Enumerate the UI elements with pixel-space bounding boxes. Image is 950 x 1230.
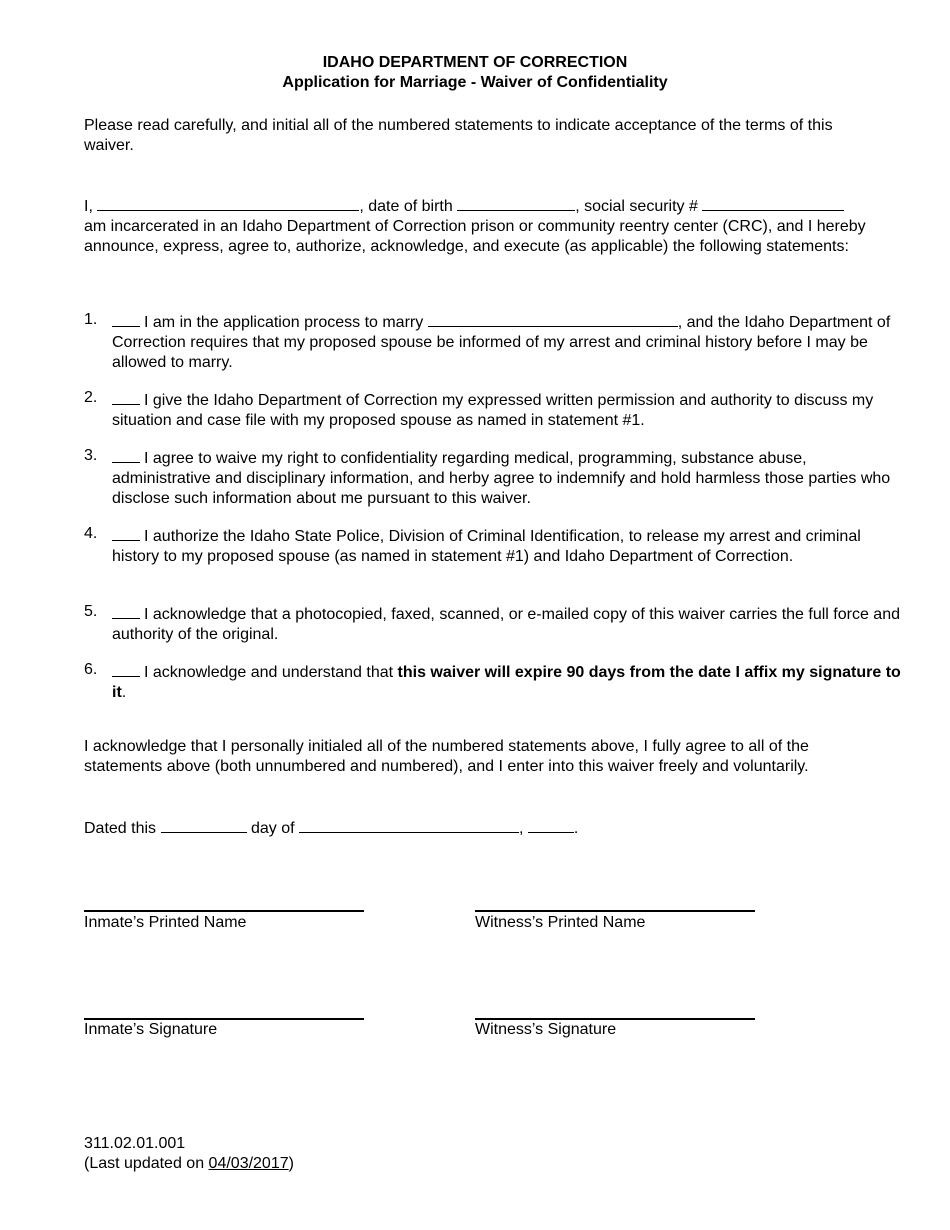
statement-number: 1. xyxy=(84,311,98,328)
form-title: Application for Marriage - Waiver of Confidentiality xyxy=(282,74,668,91)
declaration-i: I, xyxy=(84,198,93,215)
statement-3-text: I agree to waive my right to confidentiality regarding medical, programming, substance abuse, administrative and disciplinary information, and herby agree to indemnify and hold harmless those parties who disclose such information about me pursuant to this waiver. xyxy=(112,450,891,507)
day-field[interactable] xyxy=(161,816,247,833)
intro-instructions: Please read carefully, and initial all of the numbered statements to indicate acceptance of the terms of this waiver. xyxy=(84,117,833,154)
statement-number: 5. xyxy=(84,603,98,620)
statement-number: 6. xyxy=(84,661,98,678)
initial-field-2[interactable] xyxy=(112,388,140,405)
declaration-line-1 xyxy=(84,194,874,217)
ssn-label: , social security # xyxy=(575,198,698,215)
initial-field-5[interactable] xyxy=(112,602,140,619)
inmate-name-field[interactable] xyxy=(97,194,359,211)
initial-field-3[interactable] xyxy=(112,446,140,463)
declaration-body: am incarcerated in an Idaho Department of Correction prison or community reentry center (CRC), and I hereby announce, express, agree to, authorize, acknowledge, and execute (as applicable) the following statements: xyxy=(84,218,866,255)
proposed-spouse-field[interactable] xyxy=(428,310,678,327)
dated-prefix: Dated this xyxy=(84,820,157,837)
inmate-printed-name-label: Inmate’s Printed Name xyxy=(84,914,247,931)
year-field[interactable] xyxy=(528,816,574,833)
updated-suffix: ) xyxy=(288,1155,294,1172)
updated-date: 04/03/2017 xyxy=(208,1155,289,1172)
inmate-signature-label: Inmate’s Signature xyxy=(84,1021,218,1038)
statement-6-text: I acknowledge and understand that xyxy=(144,664,394,681)
statement-number: 3. xyxy=(84,447,98,464)
statement-2 xyxy=(84,388,902,431)
statement-1-text: I am in the application process to marry xyxy=(144,314,424,331)
acknowledgement-paragraph: I acknowledge that I personally initialed all of the numbered statements above, I fully agree to all of the statements above (both unnumbered and numbered), and I enter into this waiver freely and voluntarily. xyxy=(84,738,809,775)
date-of-birth-field[interactable] xyxy=(457,194,575,211)
initial-field-4[interactable] xyxy=(112,524,140,541)
statement-4 xyxy=(84,524,902,567)
statement-3 xyxy=(84,446,902,509)
social-security-field[interactable] xyxy=(702,194,844,211)
statement-1 xyxy=(84,310,902,373)
agency-name: IDAHO DEPARTMENT OF CORRECTION xyxy=(322,54,628,71)
witness-printed-name-label: Witness’s Printed Name xyxy=(475,914,646,931)
dated-comma: , xyxy=(519,820,524,837)
updated-prefix: (Last updated on xyxy=(84,1155,205,1172)
form-footer xyxy=(84,1134,294,1174)
statement-1-text-cont: , and the Idaho Department of Correction requires that my proposed spouse be informed of my arrest and criminal history before I may be allowed to marry. xyxy=(112,314,891,371)
statement-5 xyxy=(84,602,902,645)
initial-field-1[interactable] xyxy=(112,310,140,327)
initial-field-6[interactable] xyxy=(112,660,140,677)
statement-6 xyxy=(84,660,902,703)
inmate-printed-name-line[interactable] xyxy=(84,910,364,912)
declaration-paragraph xyxy=(84,194,874,257)
statement-5-text: I acknowledge that a photocopied, faxed, scanned, or e-mailed copy of this waiver carries the full force and authority of the original. xyxy=(112,606,900,643)
statement-4-text: I authorize the Idaho State Police, Division of Criminal Identification, to release my arrest and criminal history to my proposed spouse (as named in statement #1) and Idaho Department of Correction. xyxy=(112,528,861,565)
expiry-notice: this waiver will expire 90 days from the date I affix my signature to it xyxy=(112,664,901,701)
statement-number: 2. xyxy=(84,389,98,406)
dated-end: . xyxy=(573,820,579,837)
form-number: 311.02.01.001 xyxy=(84,1135,186,1152)
dated-mid: day of xyxy=(250,820,295,837)
dob-label: , date of birth xyxy=(359,198,453,215)
last-updated xyxy=(84,1154,294,1174)
statement-number: 4. xyxy=(84,525,98,542)
dated-line xyxy=(84,816,784,839)
witness-signature-label: Witness’s Signature xyxy=(475,1021,617,1038)
statement-2-text: I give the Idaho Department of Correction my expressed written permission and authority to discuss my situation and case file with my proposed spouse as named in statement #1. xyxy=(112,392,874,429)
witness-printed-name-line[interactable] xyxy=(475,910,755,912)
form-header xyxy=(0,53,950,93)
statement-6-period: . xyxy=(121,684,127,701)
month-field[interactable] xyxy=(299,816,519,833)
